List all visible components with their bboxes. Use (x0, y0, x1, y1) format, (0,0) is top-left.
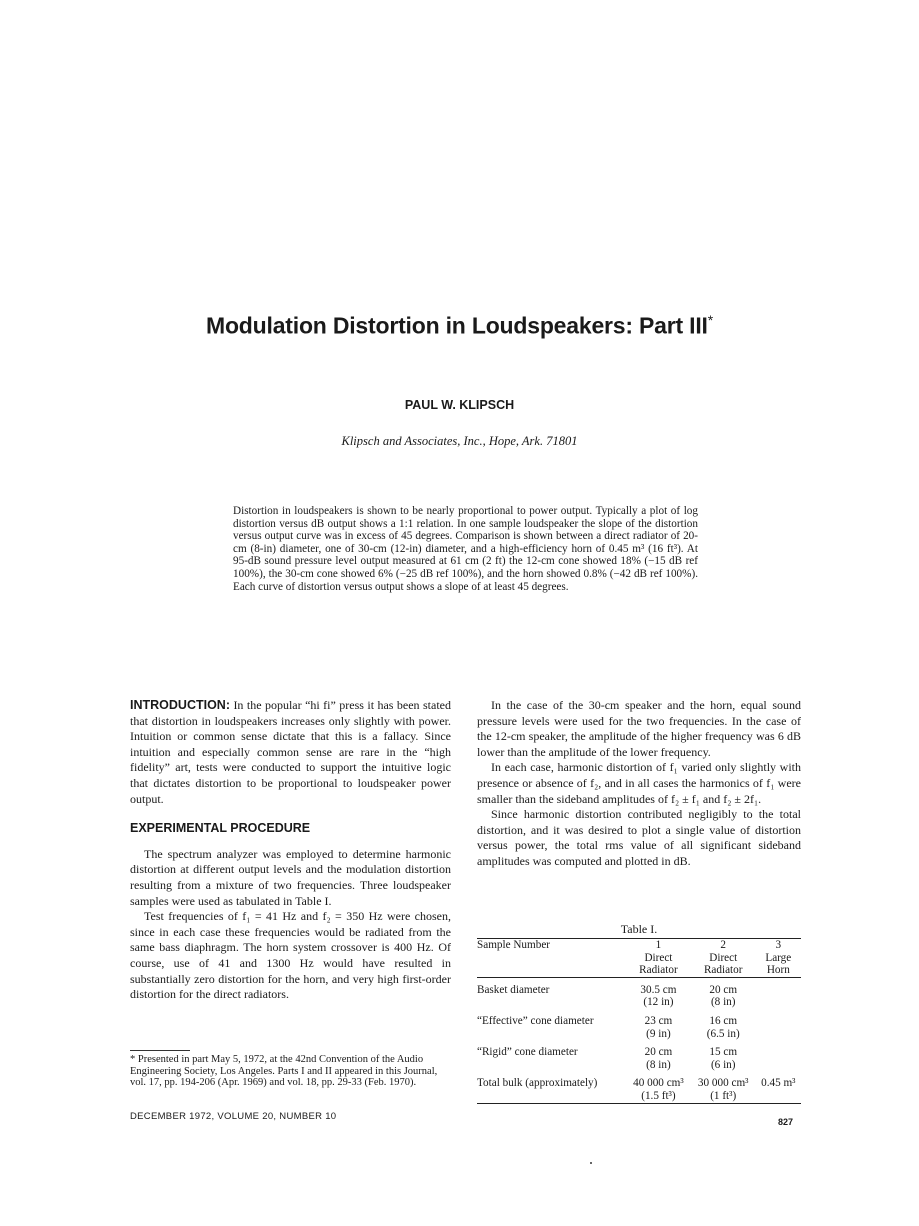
table-row: (9 in) (6.5 in) (646, 1027, 740, 1040)
body-paragraph: Test frequencies of f₁ = 41 Hz and f₂ = 350 Hz were chosen, since in each case these frequencies would be radiated from the same bass diaphragm. The horn system crossover is 400 Hz. Of course, use of 41 and 1300 Hz would have resulted in substantially zero distortion for the horn, and very high first-order distortion for the direct radiators. (130, 909, 451, 1002)
introduction-paragraph: INTRODUCTION: In the popular “hi fi” press it has been stated that distortion in loudspeakers increases only slightly with power. Intuition or common sense dictate that this is a fallacy. Since intuition and especially common sense are rare in the “high fidelity” art, tests were conducted to support the intuitive logic that dictates distortion to be proportional to loudspeaker power output. (130, 698, 451, 806)
table-header-col: Radiator (626, 964, 691, 977)
table-row: “Effective” cone diameter 23 cm 16 cm (477, 1014, 738, 1027)
table-caption: Table I. (620, 922, 658, 936)
table-row: (12 in) (8 in) (643, 996, 736, 1009)
author-affiliation: Klipsch and Associates, Inc., Hope, Ark. 71801 (341, 434, 578, 448)
table-row: “Rigid” cone diameter 20 cm 15 cm (477, 1046, 738, 1059)
table-header-col: Horn (756, 964, 801, 977)
table-header-col: 1 (626, 939, 691, 952)
table-row: (8 in) (6 in) (646, 1058, 736, 1071)
left-column (130, 698, 451, 1003)
table-header-col: Large (765, 951, 792, 964)
table-row: (1.5 ft³) (1 ft³) (477, 1090, 801, 1103)
table-header-col: Direct (644, 951, 673, 964)
footnote-rule (130, 1050, 190, 1051)
table-header-col: 2 (691, 939, 756, 952)
introduction-heading: INTRODUCTION: (130, 698, 230, 712)
experimental-procedure-heading: EXPERIMENTAL PROCEDURE (130, 821, 311, 836)
body-paragraph: Since harmonic distortion contributed negligibly to the total distortion, and it was desired to plot a single value of distortion versus power, the total rms value of all significant sideband amplitudes was computed and plotted in dB. (477, 807, 801, 868)
page-number: 827 (778, 1117, 794, 1127)
table-header-col: Radiator (691, 964, 756, 977)
table-header-col: Direct (709, 951, 738, 964)
table-header-col: 3 (756, 939, 801, 952)
table-row: Total bulk (approximately) 40 000 cm³ 30 000 cm³ 0.45 m³ (477, 1077, 796, 1090)
footnote: * Presented in part May 5, 1972, at the 42nd Convention of the Audio Engineering Society, Los Angeles. Parts I and II appeared in this Journal, vol. 17, pp. 194-206 (Apr. 1969) and vol. 18, pp. 29-33 (Feb. 1970). (130, 1054, 438, 1089)
title-footnote-mark: * (707, 312, 713, 328)
author-name: PAUL W. KLIPSCH (404, 398, 515, 412)
table-1 (477, 938, 801, 1104)
right-column (477, 698, 801, 870)
body-paragraph: The spectrum analyzer was employed to determine harmonic distortion at different output levels and the modulation distortion resulting from a mixture of two frequencies. Three loudspeaker samples were used as tabulated in Table I. (130, 846, 451, 908)
table-header-label: Sample Number (477, 939, 626, 952)
scan-speck (590, 1162, 592, 1164)
journal-issue-line: DECEMBER 1972, VOLUME 20, NUMBER 10 (130, 1111, 337, 1122)
abstract: Distortion in loudspeakers is shown to be nearly proportional to power output. Typically a plot of log distortion versus dB output shows a 1:1 relation. In one sample loudspeaker the slope of the distortion versus output curve was in excess of 45 degrees. Comparison is shown between a direct radiator of 20-cm (8-in) diameter, one of 30-cm (12-in) diameter, and a high-efficiency horn of 0.45 m³ (16 ft³). At 95-dB sound pressure level output measured at 61 cm (2 ft) the 12-cm cone showed 18% (−15 dB ref 100%), the 30-cm cone showed 6% (−25 dB ref 100%), and the horn showed 0.8% (−42 dB ref 100%). Each curve of distortion versus output shows a slope of at least 45 degrees. (233, 505, 698, 593)
body-paragraph: In the case of the 30-cm speaker and the horn, equal sound pressure levels were used for the two frequencies. In the case of the 12-cm speaker, the amplitude of the higher frequency was 6 dB lower than the amplitude of the lower frequency. (477, 698, 801, 759)
body-paragraph: In each case, harmonic distortion of f₁ varied only slightly with presence or absence of f₂, and in all cases the harmonics of f₁ were smaller than the sideband amplitudes of f₂ ± f₁ and f₂ ± 2f₁. (477, 760, 801, 806)
table-row: Basket diameter 30.5 cm 20 cm (477, 983, 738, 996)
paper-title: Modulation Distortion in Loudspeakers: Part III* (206, 312, 713, 339)
